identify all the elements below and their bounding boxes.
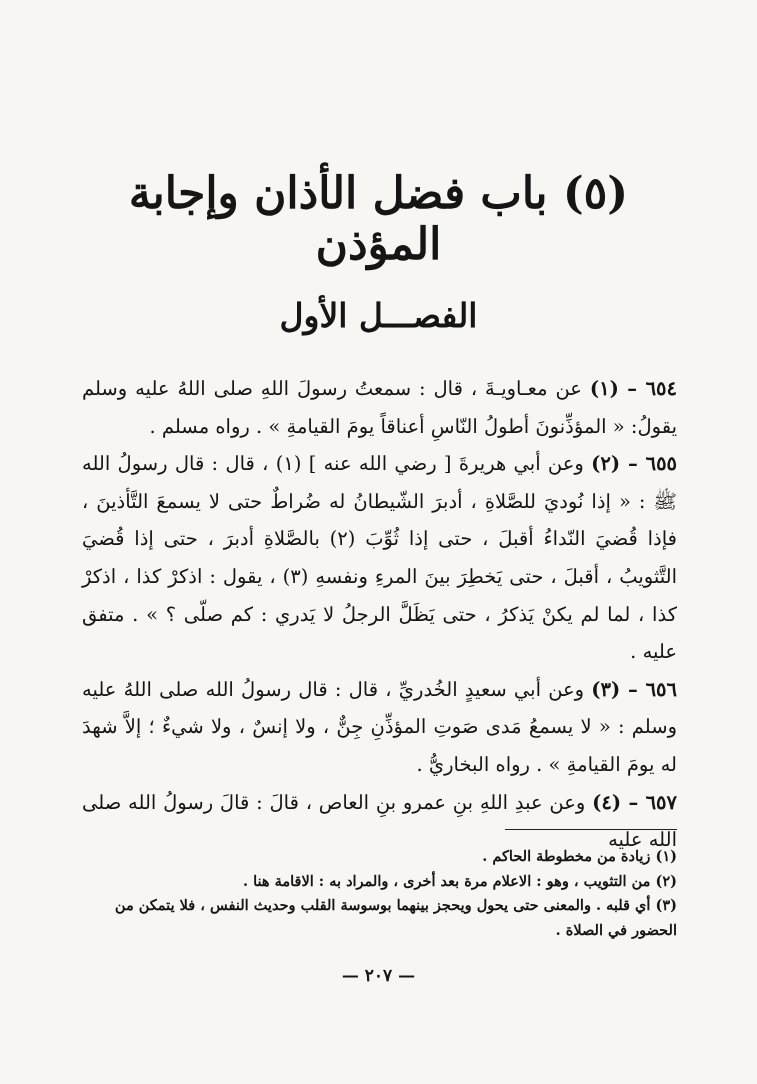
hadith-number: ٦٥٤ – (١) xyxy=(589,377,677,400)
hadith-number: ٦٥٧ – (٤) xyxy=(592,790,677,814)
hadith-text: وعن عبدِ اللهِ بنِ عمرو بنِ العاص ، قالَ : قالَ رسولُ الله صلى الله عليه xyxy=(82,790,677,852)
footnote: (١) زيادة من مخطوطة الحاكم . xyxy=(482,848,677,865)
hadith-paragraph xyxy=(82,445,677,671)
footnote-divider xyxy=(505,829,677,830)
hadith-paragraph xyxy=(82,370,677,445)
chapter-title: (٥) باب فضل الأذان وإجابة المؤذن xyxy=(128,168,629,270)
hadith-text: عن معـاويـةَ ، قال : سمعتُ رسولَ اللهِ صلى اللهُ عليه وسلم يقولُ: « المؤذِّنونَ أطولُ النّاسِ أعناقاً يومَ القيامةِ » . رواه مسلم . xyxy=(82,377,677,438)
section-title: الفصـــل الأول xyxy=(279,296,478,335)
footnote: (٣) أي قلبه . والمعنى حتى يحول ويحجز بينهما بوسوسة القلب وحديث النفس ، فلا يتمكن من الحضور في الصلاة . xyxy=(114,897,677,939)
footnotes xyxy=(82,845,677,943)
hadith-number: ٦٥٦ – (٣) xyxy=(591,677,677,701)
page-number: — ٢٠٧ — xyxy=(341,966,416,986)
hadith-number: ٦٥٥ – (٢) xyxy=(591,452,678,476)
footnote: (٢) من التثويب ، وهو : الاعلام مرة بعد أخرى ، والمراد به : الاقامة هنا . xyxy=(242,872,677,890)
hadith-body xyxy=(82,370,677,859)
hadith-paragraph xyxy=(82,671,677,784)
hadith-text: وعن أبي سعيدٍ الخُدريِّ ، قال : قال رسولُ الله صلى اللهُ عليه وسلم : « لا يسمعُ مَدى صَوتِ المؤذِّنِ جِنٌّ ، ولا إنسٌ ، ولا شيءٌ ؛ إلاَّ شهدَ له يومَ القيامةِ » . رواه البخاريُّ . xyxy=(82,677,677,776)
hadith-text: وعن أبي هريرةَ [ رضي الله عنه ] (١) ، قال : قال رسولُ الله ﷺ : « إذا نُوديَ للصَّلاةِ ، أدبرَ الشّيطانُ له ضُراطٌ حتى لا يسمعَ التَّأذينَ ، فإذا قُضيَ النّداءُ أقبلَ ، حتى إذا ثُوِّبَ (٢) بالصَّلاةِ أدبرَ ، حتى إذا قُضيَ التَّثويبُ ، أقبلَ ، حتى يَخطِرَ بينَ المرءِ ونفسهِ (٣) ، يقول : اذكرْ كذا ، اذكرْ كذا ، لما لم يكنْ يَذكرُ ، حتى يَظَلَّ الرجلُ لا يَدري : كم صلّى ؟ » . متفق عليه . xyxy=(82,452,678,664)
